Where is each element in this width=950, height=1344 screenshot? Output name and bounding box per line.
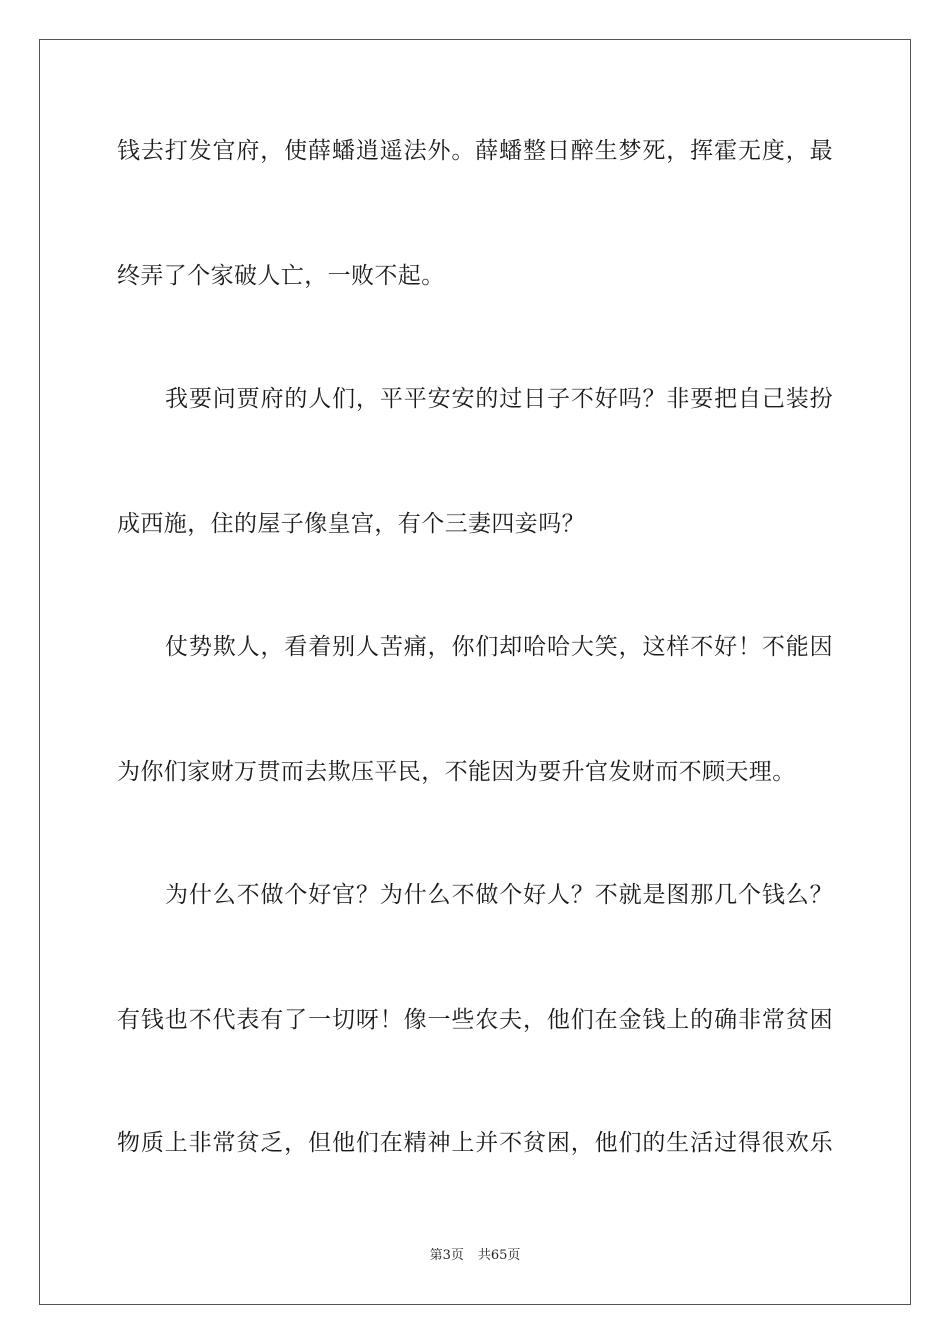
- text-line: 钱去打发官府，使薛蟠逍遥法外。薛蟠整日醉生梦死，挥霍无度，最: [117, 138, 833, 164]
- text-line: 成西施，住的屋子像皇宫，有个三妻四妾吗？: [117, 511, 585, 537]
- text-line: 我要问贾府的人们，平平安安的过日子不好吗？非要把自己装扮: [165, 386, 833, 412]
- text-line: 有钱也不代表有了一切呀！像一些农夫，他们在金钱上的确非常贫困: [117, 1007, 833, 1033]
- total-pages: 共65页: [477, 1248, 521, 1263]
- page-footer: [0, 1247, 950, 1265]
- text-line: 仗势欺人，看着别人苦痛，你们却哈哈大笑，这样不好！不能因: [165, 634, 833, 660]
- page-border: [39, 39, 911, 1305]
- text-line: 为你们家财万贯而去欺压平民，不能因为要升官发财而不顾天理。: [117, 759, 796, 785]
- page-number: 第3页: [429, 1248, 464, 1263]
- text-line: 物质上非常贫乏，但他们在精神上并不贫困，他们的生活过得很欢乐: [117, 1130, 833, 1156]
- text-line: 为什么不做个好官？为什么不做个好人？不就是图那几个钱么？: [165, 882, 833, 908]
- text-line: 终弄了个家破人亡，一败不起。: [117, 263, 445, 289]
